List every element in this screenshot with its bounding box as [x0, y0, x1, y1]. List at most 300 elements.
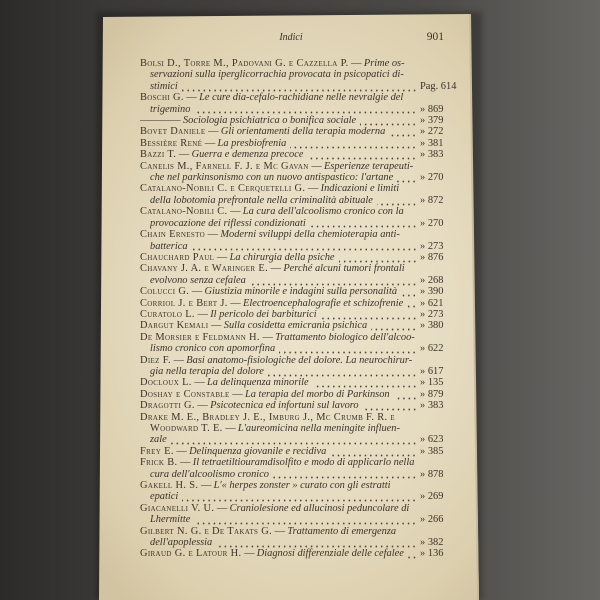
- dot-leader: [268, 366, 417, 377]
- entry-title: lismo cronico con apomorfina: [150, 343, 276, 355]
- entry-authors: Chain Ernesto: [140, 229, 206, 241]
- entry-title: gia nella terapia del dolore: [150, 365, 264, 377]
- entry-line: [140, 183, 460, 194]
- entry-title: zale: [150, 434, 167, 446]
- entry-text: [150, 514, 190, 525]
- entry-line: [140, 92, 460, 103]
- index-entry: [140, 126, 460, 137]
- entry-line: [140, 446, 460, 457]
- entry-text: [140, 263, 405, 274]
- entry-authors: Bolsi D., Torre M., Padovani G. e Cazzella P.: [140, 58, 349, 69]
- entry-authors: Canelis M., Farnell F. J. e Mc Gavan: [140, 160, 309, 172]
- entry-text: [140, 149, 303, 160]
- index-entry: [140, 149, 460, 160]
- page-ref-prefix: »: [420, 194, 426, 206]
- entry-line: [140, 537, 460, 548]
- entry-authors: Doshay e Constable: [140, 388, 230, 400]
- entry-dash: —: [186, 92, 197, 104]
- page-reference: [420, 514, 460, 525]
- entry-line: [140, 423, 460, 434]
- entry-line: [140, 81, 460, 92]
- entry-title: provocazione dei riflessi condizionati: [150, 217, 306, 229]
- entry-dash: —: [208, 126, 219, 138]
- entry-line: [140, 400, 460, 411]
- entry-title: Electroencephalografie et schizofrenie: [242, 297, 404, 309]
- page-ref-number: 135: [427, 377, 444, 389]
- page-ref-prefix: »: [420, 103, 426, 115]
- entry-title: La cura dell'alcoolismo cronico con la: [242, 206, 404, 218]
- index-entry: [140, 320, 460, 331]
- entry-text: [140, 332, 415, 343]
- index-entry: [140, 503, 460, 526]
- entry-dash: —: [230, 297, 241, 309]
- page-reference: [420, 389, 460, 400]
- entry-dash: —: [274, 525, 285, 537]
- dot-leader: [182, 81, 417, 92]
- page-ref-prefix: »: [420, 365, 426, 377]
- page-ref-number: 876: [427, 251, 444, 263]
- entry-title: Craniolesione ed allucinosi peduncolare di: [229, 502, 410, 514]
- entry-text: [140, 526, 396, 537]
- entry-dash: ————: [140, 115, 181, 127]
- page-reference: [420, 104, 460, 115]
- index-entry: [140, 206, 460, 229]
- entry-text: [140, 355, 412, 366]
- page-ref-number: 617: [427, 365, 444, 377]
- page-reference: [420, 81, 460, 92]
- page-ref-prefix: »: [420, 308, 426, 320]
- entry-dash: —: [232, 388, 243, 400]
- page-reference: [420, 149, 460, 160]
- entry-authors: De Morsier e Feldmann H.: [140, 331, 260, 343]
- entry-line: [140, 332, 460, 343]
- page-reference: [420, 195, 460, 206]
- entry-dash: —: [351, 58, 362, 69]
- entry-dash: —: [244, 548, 255, 560]
- entry-text: [140, 377, 309, 388]
- entry-line: [140, 366, 460, 377]
- page-ref-prefix: »: [420, 514, 426, 526]
- entry-line: [140, 206, 460, 217]
- page-reference: [420, 138, 460, 149]
- entry-title: Il pericolo dei barbiturici: [210, 308, 317, 320]
- page-ref-prefix: »: [420, 445, 426, 457]
- dot-leader: [279, 343, 417, 354]
- entry-text: [140, 309, 317, 320]
- index-entry: [140, 355, 460, 378]
- entry-title: che nel parkinsonismo con un nuovo antispastico: l'artane: [150, 172, 394, 184]
- entry-text: [150, 69, 404, 80]
- entry-dash: —: [180, 457, 191, 469]
- page-ref-number: 273: [427, 240, 444, 252]
- index-entry: [140, 332, 460, 355]
- page-ref-prefix: »: [420, 172, 426, 184]
- entry-line: [140, 195, 460, 206]
- entry-authors: Dragotti G.: [140, 400, 195, 412]
- entry-authors: Catalano-Nobili C.: [140, 206, 228, 218]
- entry-text: [150, 469, 269, 480]
- entry-text: [150, 491, 178, 502]
- entry-authors: Frey E.: [140, 445, 174, 457]
- page-reference: [420, 126, 460, 137]
- dot-leader: [194, 104, 417, 115]
- entry-dash: —: [262, 331, 273, 343]
- page-ref-prefix: »: [420, 286, 426, 298]
- page-ref-number: 383: [427, 149, 444, 161]
- entry-title: Sulla cosidetta emicrania psichica: [223, 320, 368, 332]
- entry-title: La terapia del morbo di Parkinson: [244, 388, 390, 400]
- entry-text: [140, 503, 409, 514]
- entry-text: [140, 548, 404, 559]
- entry-text: [150, 241, 188, 252]
- entry-text: [140, 412, 395, 423]
- page-reference: [420, 241, 460, 252]
- page-ref-number: 269: [427, 491, 444, 503]
- index-entry: [140, 229, 460, 252]
- entry-line: [140, 229, 460, 240]
- entry-text: [140, 389, 390, 400]
- entry-title: Trattamento biologico dell'alcoo-: [275, 331, 415, 343]
- entry-text: [140, 298, 403, 309]
- entry-title: Gli orientamenti della terapia moderna: [220, 126, 386, 138]
- entry-dash: —: [307, 183, 318, 195]
- page-reference: [420, 434, 460, 445]
- entry-line: [140, 263, 460, 274]
- entry-line: [140, 377, 460, 388]
- index-entry: [140, 115, 460, 126]
- entry-dash: —: [311, 160, 322, 172]
- entry-line: [140, 343, 460, 354]
- entry-text: [140, 126, 385, 137]
- entry-title: Esperienze terapeuti-: [324, 160, 414, 172]
- page-reference: [420, 446, 460, 457]
- entry-text: [150, 104, 190, 115]
- entry-dash: —: [197, 400, 208, 412]
- entry-text: [140, 183, 399, 194]
- entry-authors: Corriol J. e Bert J.: [140, 297, 228, 309]
- page-ref-number: 385: [427, 445, 444, 457]
- entry-dash: —: [216, 251, 227, 263]
- entry-line: [140, 412, 460, 423]
- entry-dash: —: [225, 423, 236, 434]
- page-ref-number: 136: [427, 548, 444, 560]
- entry-dash: —: [204, 137, 215, 149]
- dot-leader: [310, 218, 417, 229]
- dot-leader: [290, 138, 417, 149]
- dot-leader: [339, 252, 417, 263]
- page-ref-prefix: »: [420, 115, 426, 127]
- dot-leader: [192, 241, 417, 252]
- entry-authors: Boschi G.: [140, 92, 184, 104]
- entry-title: Psicotecnica ed infortuni sul lavoro: [210, 400, 359, 412]
- entry-line: [140, 320, 460, 331]
- entry-line: [140, 104, 460, 115]
- dot-leader: [394, 389, 417, 400]
- entry-text: [150, 81, 178, 92]
- entry-authors: Giraud G. e Latour H.: [140, 548, 242, 560]
- entry-title: Basi anatomo-fisiologiche del dolore. La neurochirur-: [186, 354, 413, 366]
- index-entry: [140, 183, 460, 206]
- entry-text: [150, 172, 393, 183]
- entry-title: Giustizia minorile e indagini sulla personalità: [204, 286, 398, 298]
- entry-line: [140, 457, 460, 468]
- entry-authors: Gakell H. S.: [140, 480, 199, 492]
- dot-leader: [360, 115, 417, 126]
- entry-text: [140, 138, 286, 149]
- entry-dash: —: [270, 263, 281, 275]
- dot-leader: [313, 377, 417, 388]
- entry-title: epatici: [150, 491, 179, 503]
- entry-title: Guerra e demenza precoce: [191, 149, 304, 161]
- entry-line: [140, 58, 460, 69]
- entry-text: [150, 275, 246, 286]
- page-ref-number: 382: [427, 537, 444, 549]
- entry-authors: Drake M. E., Bradley J. E., Imburg J., Mc Crumb F. R. e: [140, 411, 396, 423]
- entry-title: Delinquenza giovanile e recidiva: [189, 445, 327, 457]
- page-ref-number: 379: [427, 115, 444, 127]
- dot-leader: [330, 446, 417, 457]
- index-entry: [140, 400, 460, 411]
- page-reference: [420, 469, 460, 480]
- page-reference: [420, 491, 460, 502]
- entry-text: [150, 195, 373, 206]
- index-entry: [140, 92, 460, 115]
- entry-text: [150, 434, 167, 445]
- page-ref-prefix: »: [420, 377, 426, 389]
- entry-authors: Diez F.: [140, 354, 171, 366]
- index-entry: [140, 252, 460, 263]
- entry-line: [140, 526, 460, 537]
- page-ref-number: 268: [427, 274, 444, 286]
- entry-title: Lhermitte: [150, 514, 191, 526]
- entry-authors: Chauchard Paul: [140, 251, 215, 263]
- entry-title: L'« herpes zonster » curato con gli estratti: [213, 480, 391, 492]
- entry-title: servazioni sulla iperglicorrachia provocata in psicopatici di-: [150, 69, 404, 81]
- entry-line: [140, 241, 460, 252]
- page-reference: [420, 115, 460, 126]
- page-ref-number: 878: [427, 468, 444, 480]
- dot-leader: [371, 320, 417, 331]
- entry-title: evolvono senza cefalea: [150, 274, 246, 286]
- entry-text: [140, 58, 405, 69]
- entry-text: [140, 286, 397, 297]
- entry-text: [150, 366, 264, 377]
- entry-text: [140, 206, 404, 217]
- page-ref-prefix: »: [420, 343, 426, 355]
- entry-text: [140, 229, 400, 240]
- index-entry: [140, 58, 460, 92]
- page-reference: [420, 309, 460, 320]
- entry-line: [140, 503, 460, 514]
- page-ref-number: 623: [427, 434, 444, 446]
- page-ref-number: 390: [427, 286, 444, 298]
- page-reference: [420, 172, 460, 183]
- entry-authors: Colucci G.: [140, 286, 190, 298]
- entry-line: [140, 138, 460, 149]
- entry-title: Prime os-: [363, 58, 405, 69]
- page-ref-prefix: »: [420, 491, 426, 503]
- entry-line: [140, 434, 460, 445]
- entry-authors: Curatolo L.: [140, 308, 195, 320]
- entry-dash: —: [197, 308, 208, 320]
- entry-line: [140, 161, 460, 172]
- entry-title: Sociologia psichiatrica o bonifica sociale: [182, 115, 357, 127]
- entry-title: trigemino: [150, 103, 191, 115]
- entry-authors: Bovet Daniele: [140, 126, 206, 138]
- page-ref-number: 869: [427, 103, 444, 115]
- dot-leader: [407, 298, 417, 309]
- page-ref-prefix: »: [420, 274, 426, 286]
- entry-authors: Catalano-Nobili C. e Cerquetelli G.: [140, 183, 306, 195]
- entry-line: [140, 218, 460, 229]
- page-ref-prefix: »: [420, 468, 426, 480]
- page-ref-number: 879: [427, 388, 444, 400]
- entry-dash: —: [194, 377, 205, 389]
- page-ref-number: 273: [427, 308, 444, 320]
- page-ref-prefix: Pag.: [420, 80, 439, 92]
- page-ref-prefix: »: [420, 149, 426, 161]
- entry-title: batterica: [150, 240, 188, 252]
- entry-line: [140, 389, 460, 400]
- page-ref-number: 270: [427, 217, 444, 229]
- entry-line: [140, 309, 460, 320]
- page-ref-number: 272: [427, 126, 444, 138]
- entry-text: [140, 92, 403, 103]
- page-reference: [420, 218, 460, 229]
- page-ref-number: 872: [427, 194, 444, 206]
- entry-text: [150, 218, 306, 229]
- entry-title: La delinquenza minorile: [207, 377, 309, 389]
- entry-line: [140, 275, 460, 286]
- entry-title: La chirurgia della psiche: [229, 251, 335, 263]
- page-ref-number: 266: [427, 514, 444, 526]
- entry-line: [140, 480, 460, 491]
- entry-title: cura dell'alcoolismo cronico: [150, 468, 269, 480]
- entry-line: [140, 115, 460, 126]
- entry-title: La presbiofrenia: [217, 137, 287, 149]
- entry-authors: Bazzi T.: [140, 149, 177, 161]
- page-reference: [420, 286, 460, 297]
- entry-dash: —: [216, 502, 228, 514]
- index-entry: [140, 161, 460, 184]
- page-ref-prefix: »: [420, 400, 426, 412]
- entry-line: [140, 149, 460, 160]
- dot-leader: [250, 275, 417, 286]
- entry-line: [140, 69, 460, 80]
- page-ref-number: 622: [427, 343, 444, 355]
- index-entry: [140, 412, 460, 446]
- page-ref-prefix: »: [420, 548, 426, 560]
- entry-dash: —: [173, 354, 184, 366]
- entry-line: [140, 469, 460, 480]
- entry-text: [140, 400, 359, 411]
- page-ref-prefix: »: [420, 537, 426, 549]
- entry-authors: Bessière René: [140, 137, 203, 149]
- index-entry: [140, 377, 460, 388]
- page-ref-prefix: »: [420, 137, 426, 149]
- index-entry: [140, 286, 460, 297]
- page-ref-prefix: »: [420, 434, 426, 446]
- page-ref-number: 621: [427, 297, 444, 309]
- page-reference: [420, 252, 460, 263]
- dot-leader: [401, 286, 417, 297]
- entry-text: [140, 320, 367, 331]
- index-entry: [140, 263, 460, 286]
- dot-leader: [397, 172, 417, 183]
- dot-leader: [216, 537, 417, 548]
- dot-leader: [321, 309, 417, 320]
- entry-title: Moderni sviluppi della chemioterapia anti-: [220, 229, 400, 241]
- index-entry: [140, 389, 460, 400]
- entry-text: [140, 252, 335, 263]
- entry-authors: Chavany J. A. e Waringer E.: [140, 263, 269, 275]
- page-reference: [420, 537, 460, 548]
- entry-text: [150, 343, 275, 354]
- dot-leader: [389, 126, 417, 137]
- page-reference: [420, 275, 460, 286]
- page-reference: [420, 366, 460, 377]
- entry-authors: Giacanelli V. U.: [140, 502, 215, 514]
- entry-title: stimici: [150, 80, 178, 92]
- entry-dash: —: [200, 480, 212, 492]
- page-ref-number: 380: [427, 320, 444, 332]
- entry-line: [140, 491, 460, 502]
- index-entry: [140, 446, 460, 457]
- entry-authors: Dargut Kemali: [140, 320, 209, 332]
- entry-dash: —: [178, 149, 189, 161]
- page-ref-prefix: »: [420, 297, 426, 309]
- entry-text: [150, 423, 400, 434]
- index-entry: [140, 480, 460, 503]
- index-entry: [140, 298, 460, 309]
- dot-leader: [273, 469, 417, 480]
- page-ref-number: 614: [440, 80, 457, 92]
- index-entry: [140, 457, 460, 480]
- page-ref-prefix: »: [420, 320, 426, 332]
- entry-dash: —: [176, 445, 187, 457]
- entry-authors: Frick B.: [140, 457, 178, 469]
- entry-title: dell'apoplessia: [150, 537, 213, 549]
- entry-text: [140, 480, 390, 491]
- entry-authors: Gilbert N. G. e De Takats G.: [140, 525, 273, 537]
- entry-title: L'aureomicina nella meningite influen-: [237, 423, 400, 434]
- index-entry: [140, 526, 460, 549]
- page-ref-number: 270: [427, 172, 444, 184]
- page-reference: [420, 343, 460, 354]
- page-reference: [420, 377, 460, 388]
- entry-text: [140, 115, 356, 126]
- entry-authors: Docloux L.: [140, 377, 192, 389]
- entry-authors: Woodward T. E.: [150, 423, 223, 434]
- page-reference: [420, 548, 460, 559]
- entry-dash: —: [191, 286, 202, 298]
- entry-dash: —: [230, 206, 241, 218]
- entry-line: [140, 286, 460, 297]
- page-reference: [420, 320, 460, 331]
- entry-title: Le cure dia-cefalo-rachidiane nelle nevralgie del: [199, 92, 404, 104]
- page-number: 901: [426, 31, 444, 43]
- entry-title: Diagnosi differenziale delle cefalee: [256, 548, 404, 560]
- entry-text: [150, 537, 212, 548]
- running-head: Indici: [279, 32, 303, 43]
- entry-line: [140, 126, 460, 137]
- entry-title: Trattamento di emergenza: [287, 525, 397, 537]
- entry-line: [140, 298, 460, 309]
- entry-line: [140, 514, 460, 525]
- entry-dash: —: [211, 320, 222, 332]
- dot-leader: [377, 195, 417, 206]
- index-list: [140, 58, 460, 560]
